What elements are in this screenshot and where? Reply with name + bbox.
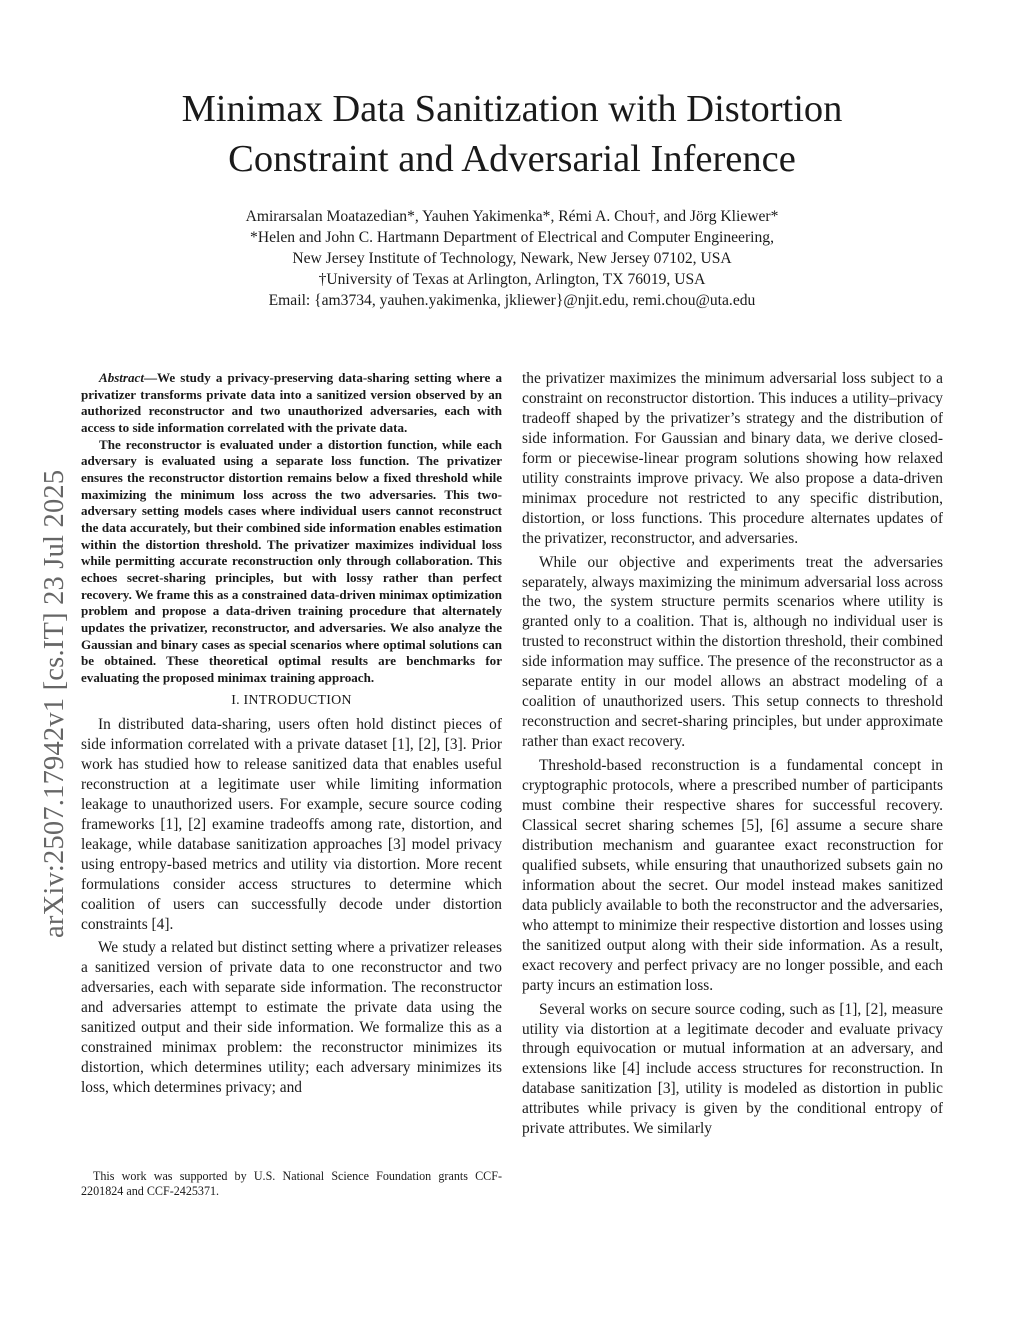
footnote-text: This work was supported by U.S. National Science Foundation grants CCF-2201824 and CCF-2425371.: [81, 1169, 502, 1198]
right-column: [522, 369, 943, 1139]
section-heading-introduction: I. INTRODUCTION: [231, 693, 352, 709]
intro-paragraph-2-continued: the privatizer maximizes the minimum adversarial loss subject to a constraint on reconstructor distortion. This induces a utility–privacy tradeoff shaped by the privatizer’s strategy and the distribution of side information. For Gaussian and binary data, we derive closed-form or piecewise-linear program solutions showing how relaxed utility constraints improve privacy. We also propose a data-driven minimax procedure not restricted to any specific distribution, distortion, or loss functions. This procedure alternates updates of the privatizer, reconstructor, and adversaries.: [522, 370, 943, 547]
affiliation-njit-line-2: New Jersey Institute of Technology, Newark, New Jersey 07102, USA: [292, 250, 732, 267]
abstract-paragraph-1: [81, 370, 502, 437]
affiliation-uta: †University of Texas at Arlington, Arlington, TX 76019, USA: [318, 271, 706, 288]
arxiv-identifier-watermark: arXiv:2507.17942v1 [cs.IT] 23 Jul 2025: [39, 469, 70, 938]
intro-paragraph-3: While our objective and experiments treat the adversaries separately, always maximizing the minimum adversarial loss across the two, the system structure permits scenarios where utility is granted only to a coalition. That is, although no individual user is trusted to reconstruct within the distortion threshold, their combined side information may suffice. The presence of the reconstructor as a separate entity in our model allows an abstract modeling of a coalition of unauthorized users. This setup connects to threshold reconstruction and secret-sharing principles, but under approximate rather than exact recovery.: [522, 553, 943, 751]
author-names: Amirarsalan Moatazedian*, Yauhen Yakimenka*, Rémi A. Chou†, and Jörg Kliewer*: [245, 208, 779, 225]
paper-title: [80, 84, 944, 184]
introduction-right-text: [522, 369, 943, 1139]
intro-paragraph-2: We study a related but distinct setting where a privatizer releases a sanitized version of private data to one reconstructor and two adversaries, each with separate side information. The reconstructor and adversaries attempt to estimate the private data using the sanitized output and their side information. We formalize this as a constrained minimax problem: the reconstructor minimizes its distortion, which determines utility; each adversary minimizes its loss, which determines privacy; and: [81, 938, 502, 1096]
title-line-1: Minimax Data Sanitization with Distortion: [181, 88, 843, 130]
abstract-text-1: —We study a privacy-preserving data-sharing setting where a privatizer transforms private data into a sanitized version observed by an authorized reconstructor and two unauthorized adversaries, each with access to side information correlated with the private data.: [81, 370, 502, 435]
intro-paragraph-1: In distributed data-sharing, users often hold distinct pieces of side information correlated with a private dataset [1], [2], [3]. Prior work has studied how to release sanitized data that enables useful reconstruction at a legitimate user while limiting information leakage to unauthorized users. For example, secure source coding frameworks [1], [2] examine tradeoffs among rate, distortion, and leakage, while database sanitization approaches [3] model privacy using entropy-based metrics and utility via distortion. More recent formulations consider access structures to determine which coalition of users can successfully decode under distortion constraints [4].: [81, 716, 502, 933]
affiliation-njit-line-1: *Helen and John C. Hartmann Department of Electrical and Computer Engineering,: [250, 229, 774, 246]
author-block: [80, 206, 944, 311]
title-line-2: Constraint and Adversarial Inference: [228, 138, 796, 180]
abstract-paragraph-2: The reconstructor is evaluated under a distortion function, while each adversary is evaluated using a separate loss function. The privatizer ensures the reconstructor distortion remains below a fixed threshold while maximizing the minimum loss across the two adversaries. This two-adversary setting models cases where individual users cannot reconstruct the data accurately, but their combined side information enables estimation within the distortion threshold. The privatizer maximizes individual loss while permitting accurate reconstruction only through collaboration. This echoes secret-sharing principles, but with lossy rather than perfect recovery. We frame this as a constrained data-driven minimax optimization problem and propose a data-driven training procedure that alternately updates the privatizer, reconstructor, and adversaries. We also analyze the Gaussian and binary cases as special scenarios where optimal solutions can be obtained. These theoretical optimal results are benchmarks for evaluating the proposed minimax training approach.: [81, 436, 502, 685]
author-emails: Email: {am3734, yauhen.yakimenka, jkliewer}@njit.edu, remi.chou@uta.edu: [268, 292, 756, 309]
left-column: [81, 370, 502, 1098]
introduction-left-text: [81, 715, 502, 1097]
abstract-label: Abstract: [99, 370, 144, 385]
intro-paragraph-5: Several works on secure source coding, such as [1], [2], measure utility via distortion at a legitimate decoder and evaluate privacy through equivocation or mutual information at an adversary, and extensions like [4] include access structures for reconstruction. In database sanitization [3], utility is modeled as distortion in public attributes while privacy is given by the conditional entropy of private attributes. We similarly: [522, 1000, 943, 1138]
intro-paragraph-4: Threshold-based reconstruction is a fundamental concept in cryptographic protocols, where a prescribed number of participants must combine their respective shares for successful recovery. Classical secret sharing schemes [5], [6] assume a secure share distribution mechanism and guarantee exact reconstruction for qualified subsets, while ensuring that unauthorized subsets gain no information about the secret. Our model instead makes sanitized data publicly available to both the reconstructor and the adversaries, who attempt to minimize their respective distortion and losses using the sanitized output along with their side information. As a result, exact recovery and perfect privacy are no longer possible, and each party incurs an estimation loss.: [522, 757, 943, 994]
abstract: [81, 370, 502, 686]
funding-footnote: [81, 1169, 502, 1199]
